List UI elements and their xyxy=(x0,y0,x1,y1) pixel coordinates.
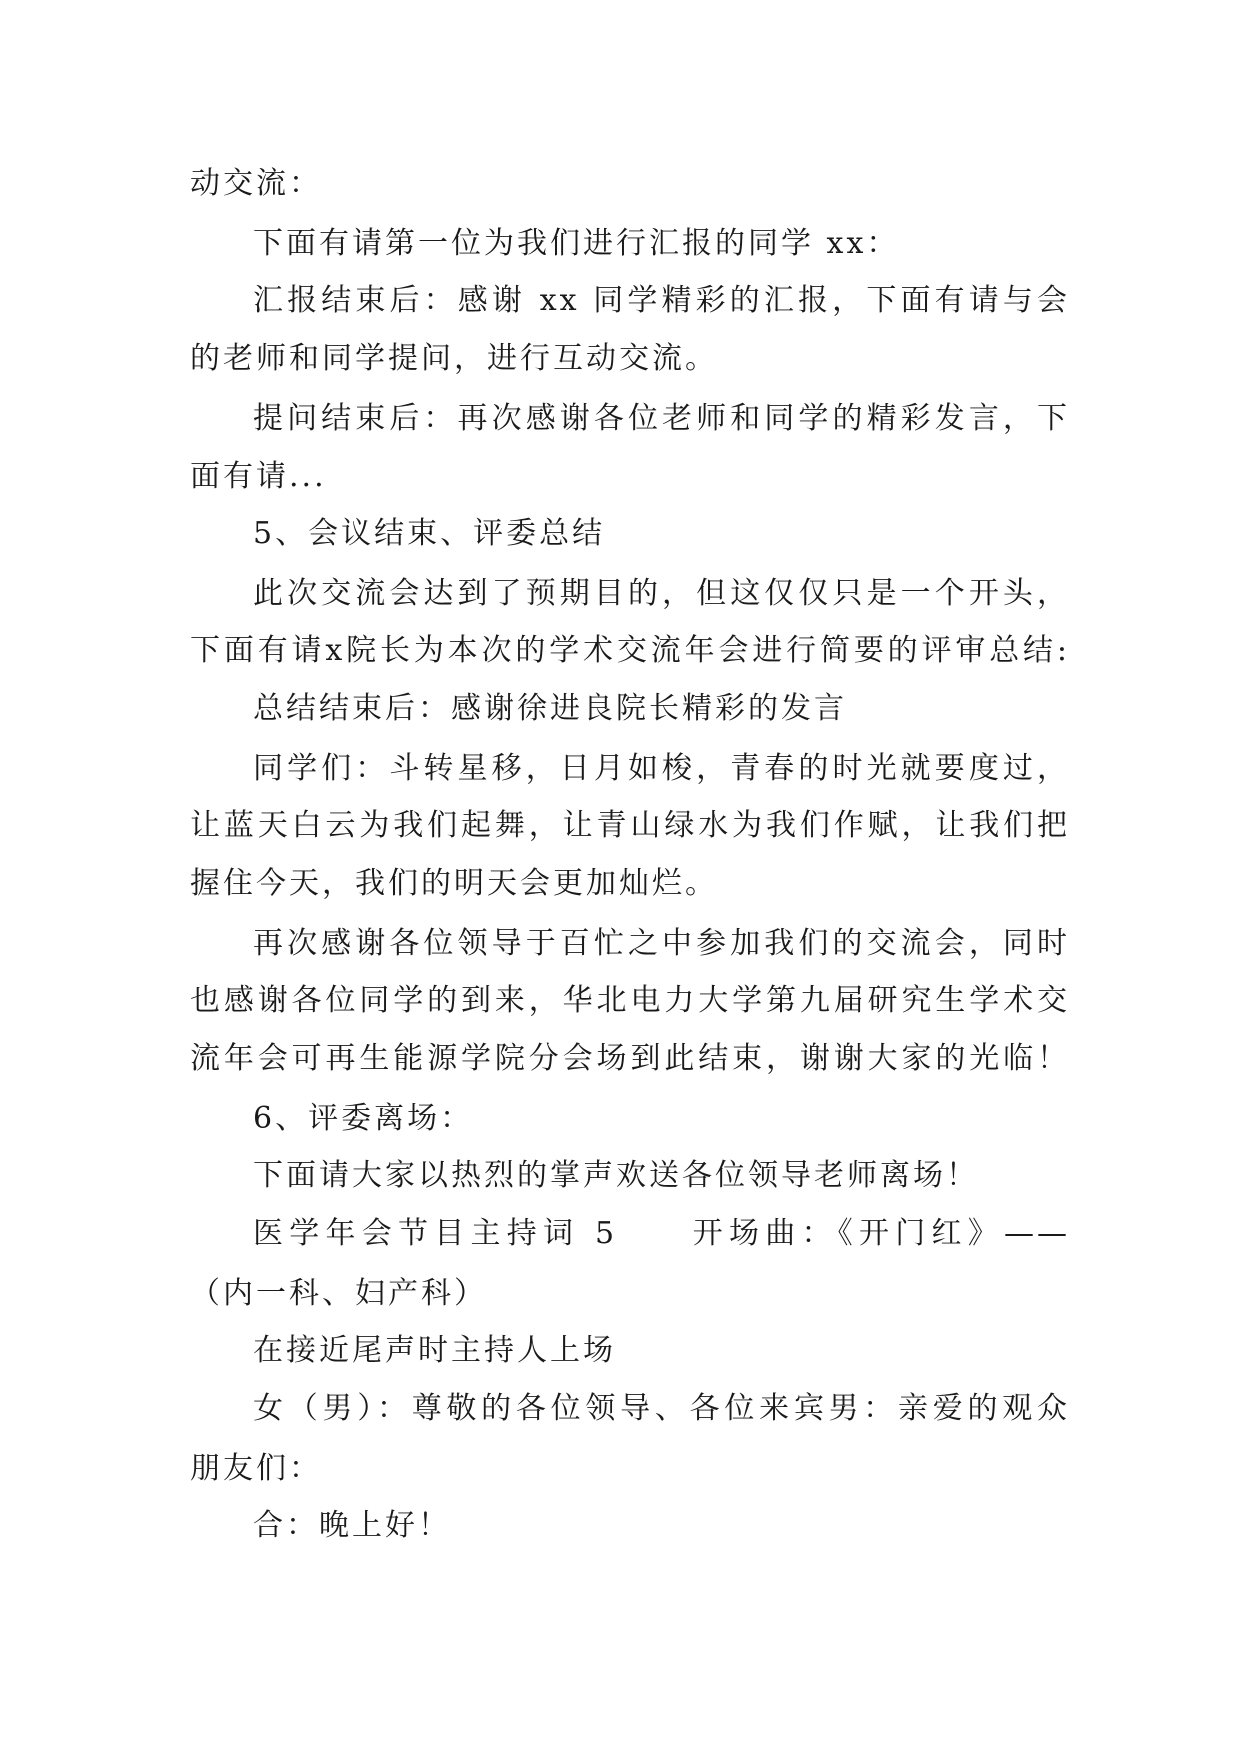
text-line: 让蓝天白云为我们起舞，让青山绿水为我们作赋，让我们把 xyxy=(190,808,1070,843)
text-line: 在接近尾声时主持人上场 xyxy=(253,1333,616,1368)
text-line: 流年会可再生能源学院分会场到此结束，谢谢大家的光临！ xyxy=(190,1041,1070,1076)
text-line: 下面有请第一位为我们进行汇报的同学 xx： xyxy=(253,226,900,261)
section-heading: 5、会议结束、评委总结 xyxy=(253,516,606,551)
text-line: （内一科、妇产科） xyxy=(190,1276,487,1311)
text-line: 汇报结束后：感谢 xx 同学精彩的汇报，下面有请与会 xyxy=(253,283,1070,318)
text-line: 的老师和同学提问，进行互动交流。 xyxy=(190,341,718,376)
text-line: 总结结束后：感谢徐进良院长精彩的发言 xyxy=(253,691,847,726)
text-line: 动交流： xyxy=(190,166,322,201)
text-line: 再次感谢各位领导于百忙之中参加我们的交流会，同时 xyxy=(253,926,1070,961)
text-line: 也感谢各位同学的到来，华北电力大学第九届研究生学术交 xyxy=(190,983,1070,1018)
text-line: 医学年会节目主持词 5 开场曲：《开门红》—— xyxy=(253,1216,1070,1251)
text-line: 合：晚上好！ xyxy=(253,1508,451,1543)
text-line: 女（男）：尊敬的各位领导、各位来宾男：亲爱的观众 xyxy=(253,1391,1070,1426)
text-line: 同学们：斗转星移，日月如梭，青春的时光就要度过， xyxy=(253,751,1070,786)
text-line: 下面有请x院长为本次的学术交流年会进行简要的评审总结: xyxy=(190,633,1070,668)
text-line: 提问结束后：再次感谢各位老师和同学的精彩发言，下 xyxy=(253,401,1070,436)
text-line: 面有请... xyxy=(190,459,327,494)
text-line: 下面请大家以热烈的掌声欢送各位领导老师离场！ xyxy=(253,1158,979,1193)
text-line: 握住今天，我们的明天会更加灿烂。 xyxy=(190,866,718,901)
text-line: 此次交流会达到了预期目的，但这仅仅只是一个开头， xyxy=(253,576,1070,611)
text-line: 朋友们： xyxy=(190,1451,322,1486)
section-heading: 6、评委离场： xyxy=(253,1101,474,1136)
